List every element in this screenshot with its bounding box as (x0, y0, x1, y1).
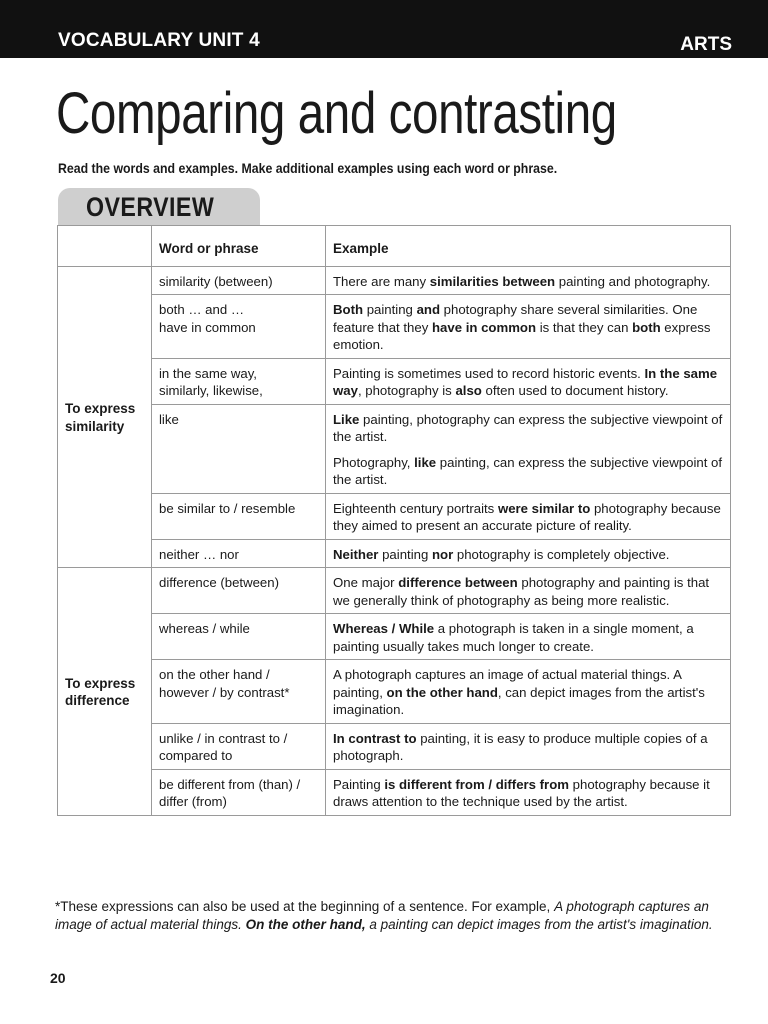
footnote-segment: A photograph captures an image of actual material things. (55, 899, 709, 932)
phrase-line: similarly, likewise, (159, 383, 263, 398)
table-row (58, 266, 731, 295)
example-text: painting, it is easy to produce multiple copies of a photograph. (333, 730, 708, 763)
example-text: photography share several similarities. One feature that they (333, 302, 698, 335)
example-text: express emotion. (333, 319, 711, 352)
phrase-cell (152, 769, 326, 815)
table-row (58, 493, 731, 539)
overview-tab (58, 188, 260, 226)
phrase-line: compared to (159, 748, 233, 763)
section-label: ARTS (680, 34, 732, 55)
phrase-cell (152, 539, 326, 568)
phrase-line: have in common (159, 319, 256, 335)
table-row (58, 568, 731, 614)
phrase-line: unlike / in contrast to / (159, 730, 288, 746)
key-phrase: also (455, 383, 482, 398)
key-phrase: difference between (398, 575, 518, 590)
example-cell (326, 660, 731, 724)
header-example: Example (326, 226, 731, 267)
example-text: photography is completely objective. (453, 546, 670, 562)
header-bar (0, 0, 768, 58)
example-text: painting (363, 302, 417, 317)
key-phrase: both (632, 319, 661, 335)
example-cell (326, 723, 731, 769)
example-text: One major (333, 575, 399, 590)
example-sentence (333, 273, 723, 291)
table-header-row (58, 226, 731, 267)
table-row (58, 358, 731, 404)
instructions: Read the words and examples. Make additional examples using each word or phrase. (58, 160, 558, 176)
example-text: , can depict images from the artist's imagination. (333, 684, 705, 717)
phrase-line: be different from (than) / (159, 776, 301, 792)
example-text: painting, can express the subjective viewpoint of the artist. (333, 454, 723, 487)
table-row (58, 723, 731, 769)
key-phrase: have in common (431, 319, 537, 335)
key-phrase: Both (333, 302, 364, 317)
example-sentence (333, 301, 723, 354)
key-phrase: In contrast to (333, 730, 417, 746)
phrase-line: be similar to / resemble (159, 500, 296, 516)
example-text: A photograph captures an image of actual material things. A painting, (333, 667, 682, 700)
phrase-cell (152, 295, 326, 359)
table-row (58, 295, 731, 359)
example-cell (326, 769, 731, 815)
example-text: is that they can (536, 319, 633, 335)
key-phrase: Neither (333, 546, 379, 562)
phrase-line: difference (between) (159, 575, 279, 590)
overview-tab-label: OVERVIEW (86, 192, 215, 222)
key-phrase: Whereas / While (333, 621, 435, 636)
phrase-cell (152, 614, 326, 660)
example-text: painting (378, 546, 432, 562)
key-phrase: nor (431, 546, 454, 562)
key-phrase: like (414, 454, 437, 470)
phrase-line: on the other hand / (159, 667, 270, 682)
header-category (58, 226, 152, 267)
footnote (55, 898, 725, 934)
footnote-segment: a painting can depict images from the artist's imagination. (365, 917, 713, 932)
example-cell (326, 493, 731, 539)
example-text: Painting (333, 776, 385, 792)
example-sentence (333, 574, 723, 609)
phrase-line: however / by contrast* (159, 684, 290, 700)
key-phrase: on the other hand (386, 684, 498, 700)
example-sentence (333, 454, 723, 489)
example-text: There are many (333, 273, 430, 289)
phrase-cell (152, 266, 326, 295)
example-cell (326, 266, 731, 295)
phrase-cell (152, 660, 326, 724)
key-phrase: is different from / differs from (384, 776, 569, 792)
phrase-cell (152, 358, 326, 404)
key-phrase: and (416, 302, 441, 317)
example-sentence (333, 546, 723, 564)
example-text: Painting is sometimes used to record historic events. (333, 365, 645, 381)
page-number: 20 (50, 970, 66, 986)
phrase-line: both … and … (159, 302, 245, 317)
example-sentence (333, 500, 723, 535)
example-text: a photograph is taken in a single moment, a painting usually takes much longer to create. (333, 621, 694, 654)
example-text: painting, photography can express the subjective viewpoint of the artist. (333, 411, 723, 444)
example-text: photography because they aimed to present an accurate picture of reality. (333, 500, 721, 533)
example-sentence (333, 730, 723, 765)
table-row (58, 660, 731, 724)
example-cell (326, 404, 731, 493)
table-row (58, 539, 731, 568)
example-cell (326, 614, 731, 660)
table-row (58, 614, 731, 660)
overview-table (57, 225, 731, 816)
unit-label: VOCABULARY UNIT 4 (58, 30, 260, 51)
example-text: often used to document history. (481, 383, 669, 398)
category-cell: To express difference (58, 568, 152, 816)
phrase-line: like (159, 411, 179, 427)
example-text: painting and photography. (555, 273, 711, 289)
phrase-line: differ (from) (159, 794, 227, 809)
phrase-cell (152, 493, 326, 539)
table-body (58, 266, 731, 815)
key-phrase: were similar to (497, 500, 591, 516)
footnote-segment: *These expressions can also be used at the beginning of a sentence. For example, (55, 899, 555, 914)
example-sentence (333, 776, 723, 811)
phrase-cell (152, 404, 326, 493)
example-sentence (333, 620, 723, 655)
example-cell (326, 539, 731, 568)
example-sentence (333, 666, 723, 719)
phrase-cell (152, 723, 326, 769)
phrase-cell (152, 568, 326, 614)
key-phrase: Like (333, 411, 360, 427)
table-row (58, 769, 731, 815)
key-phrase: similarities between (429, 273, 556, 289)
example-text: Photography, (333, 454, 415, 470)
example-text: photography because it draws attention to the technique used by the artist. (333, 776, 710, 809)
phrase-line: whereas / while (159, 621, 250, 636)
phrase-line: in the same way, (159, 365, 257, 381)
phrase-line: similarity (between) (159, 273, 273, 289)
example-text: Eighteenth century portraits (333, 500, 498, 516)
footnote-segment: On the other hand, (245, 917, 366, 932)
phrase-line: neither … nor (159, 546, 239, 562)
example-sentence (333, 411, 723, 446)
example-cell (326, 568, 731, 614)
key-phrase: In the same way (333, 365, 718, 398)
example-text: , photography is (357, 383, 456, 398)
example-cell (326, 358, 731, 404)
example-cell (326, 295, 731, 359)
example-sentence (333, 365, 723, 400)
page-title: Comparing and contrasting (56, 81, 617, 146)
table-row (58, 404, 731, 493)
header-phrase: Word or phrase (152, 226, 326, 267)
example-text: photography and painting is that we generally think of photography as being more realistic. (333, 575, 710, 608)
category-cell: To express similarity (58, 266, 152, 568)
